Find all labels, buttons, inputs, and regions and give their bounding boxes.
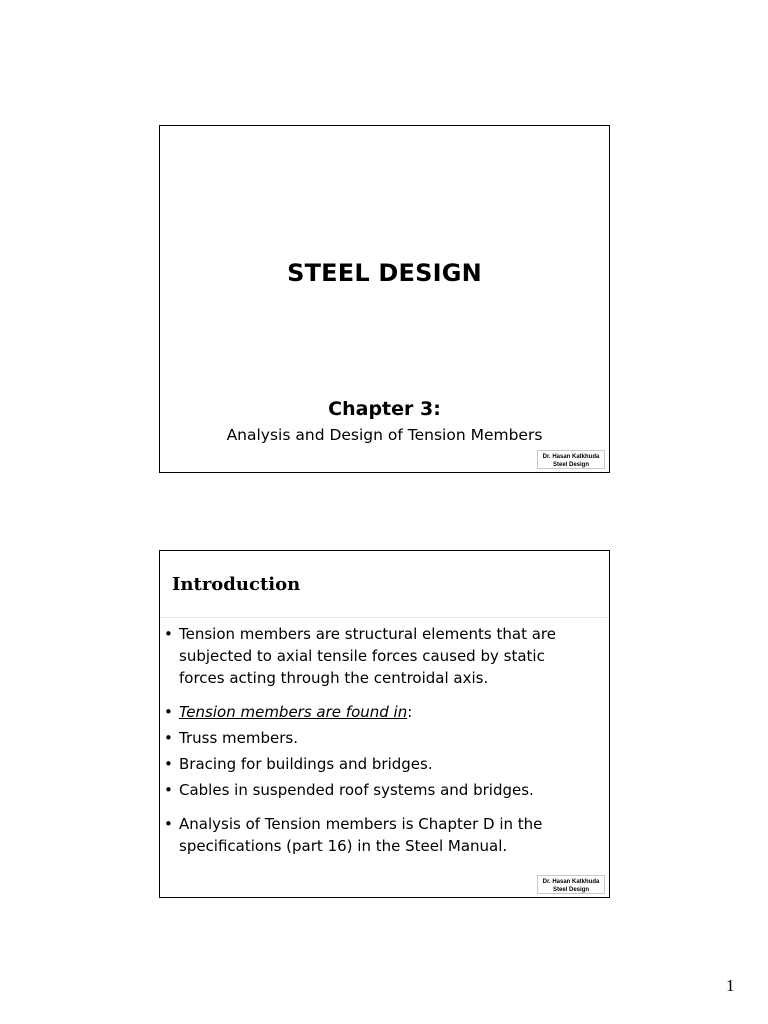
chapter-label: Chapter 3: [328, 398, 441, 420]
slide-heading: Introduction [172, 574, 301, 595]
bullet-marker: • [164, 781, 173, 799]
page-number: 1 [726, 976, 735, 995]
bullet-item [164, 727, 595, 749]
bullet-item [164, 753, 595, 775]
bullet-marker: • [164, 729, 173, 747]
bullet-text: Tension members are structural elements that are subjected to axial tensile forces caused by static forces acting through the centroidal axis. [179, 625, 556, 687]
footer-course: Steel Design [552, 462, 589, 468]
bullet-marker: • [164, 815, 173, 833]
slide-introduction [159, 550, 610, 898]
bullet-item [164, 779, 595, 801]
footer-author: Dr. Hasan Katkhuda [542, 454, 600, 460]
bullet-marker: • [164, 755, 173, 773]
bullet-item [164, 701, 595, 723]
slide-footer [537, 875, 605, 894]
bullet-text: Truss members. [179, 729, 298, 747]
bullet-marker: • [164, 703, 173, 721]
bullet-text: Tension members are found in [179, 703, 408, 721]
slide-title [159, 125, 610, 473]
slide-title-heading: STEEL DESIGN [287, 259, 482, 287]
bullet-text: Bracing for buildings and bridges. [179, 755, 433, 773]
bullet-text-suffix: : [407, 703, 413, 721]
slide-footer [537, 450, 605, 469]
bullet-item [164, 623, 595, 689]
bullet-text: Analysis of Tension members is Chapter D in the specifications (part 16) in the Steel Manual. [179, 815, 543, 855]
footer-author: Dr. Hasan Katkhuda [542, 879, 600, 885]
chapter-subtitle: Analysis and Design of Tension Members [226, 426, 543, 444]
bullet-list [164, 623, 595, 857]
bullet-marker: • [164, 625, 173, 643]
slide-header [160, 551, 609, 618]
footer-course: Steel Design [552, 887, 589, 893]
bullet-text: Cables in suspended roof systems and bridges. [179, 781, 534, 799]
bullet-item [164, 813, 595, 857]
